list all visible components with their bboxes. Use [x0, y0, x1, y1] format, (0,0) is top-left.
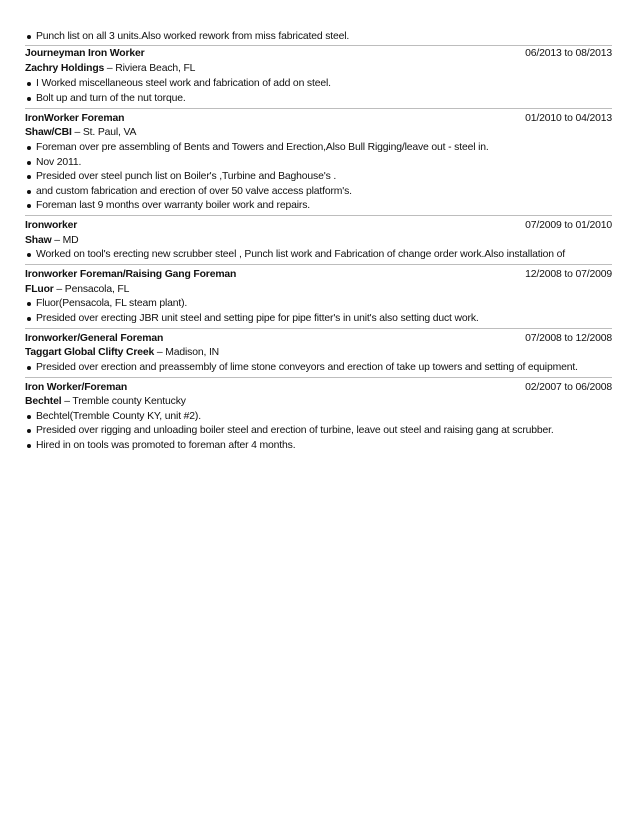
bullet-item: Bolt up and turn of the nut torque.	[36, 92, 618, 105]
bullet-item: Fluor(Pensacola, FL steam plant).	[36, 297, 618, 310]
bullet-item: Punch list on all 3 units.Also worked rework from miss fabricated steel.	[36, 30, 618, 43]
job-dates: 01/2010 to 04/2013	[525, 113, 612, 124]
bullet-item: and custom fabrication and erection of over 50 valve access platform's.	[36, 185, 618, 198]
job-header	[25, 47, 612, 60]
job-dates: 02/2007 to 06/2008	[525, 382, 612, 393]
bullet-item: Nov 2011.	[36, 156, 618, 169]
bullet-item: Presided over erecting JBR unit steel and setting pipe for pipe fitter's in unit's also setting duct work.	[36, 312, 618, 325]
company-location: – Madison, IN	[154, 347, 220, 358]
section-divider	[25, 108, 612, 109]
bullet-item: Worked on tool's erecting new scrubber steel , Punch list work and Fabrication of change order work.Also installation of	[36, 248, 618, 261]
company-name: Zachry Holdings	[25, 63, 105, 74]
job-title: Journeyman Iron Worker	[25, 48, 145, 59]
bullet-item: I Worked miscellaneous steel work and fabrication of add on steel.	[36, 77, 618, 90]
job-header	[25, 381, 612, 394]
bullet-item: Hired in on tools was promoted to foreman after 4 months.	[36, 439, 618, 452]
company-line	[25, 395, 612, 408]
company-name: Shaw/CBI	[25, 127, 72, 138]
company-location: – MD	[51, 235, 79, 246]
job-header	[25, 112, 612, 125]
job-title: IronWorker Foreman	[25, 113, 125, 124]
company-line	[25, 346, 612, 359]
company-line	[25, 283, 612, 296]
job-title: Ironworker	[25, 220, 78, 231]
company-name: Bechtel	[25, 396, 62, 407]
bullet-item: Bechtel(Tremble County KY, unit #2).	[36, 410, 618, 423]
company-location: – St. Paul, VA	[71, 127, 137, 138]
company-location: – Riviera Beach, FL	[104, 63, 196, 74]
job-dates: 06/2013 to 08/2013	[525, 48, 612, 59]
job-header	[25, 332, 612, 345]
bullet-item: Presided over erection and preassembly of lime stone conveyors and erection of take up towers and setting of equipment.	[36, 361, 618, 374]
job-header	[25, 268, 612, 281]
company-name: Shaw	[25, 235, 52, 246]
bullet-item: Foreman over pre assembling of Bents and Towers and Erection,Also Bull Rigging/leave out - steel in.	[36, 141, 618, 154]
job-header	[25, 219, 612, 232]
company-name: Taggart Global Clifty Creek	[25, 347, 155, 358]
company-line	[25, 234, 612, 247]
bullet-item: Presided over steel punch list on Boiler's ,Turbine and Baghouse's .	[36, 170, 618, 183]
company-name: FLuor	[25, 284, 54, 295]
job-title: Ironworker/General Foreman	[25, 333, 164, 344]
bullet-item: Foreman last 9 months over warranty boiler work and repairs.	[36, 199, 618, 212]
company-location: – Tremble county Kentucky	[61, 396, 186, 407]
job-dates: 07/2008 to 12/2008	[525, 333, 612, 344]
company-location: – Pensacola, FL	[53, 284, 130, 295]
job-title: Iron Worker/Foreman	[25, 382, 128, 393]
job-dates: 12/2008 to 07/2009	[525, 269, 612, 280]
section-divider	[25, 45, 612, 46]
bullet-item: Presided over rigging and unloading boiler steel and erection of turbine, leave out steel and raising gang at scrubber.	[36, 424, 618, 437]
section-divider	[25, 328, 612, 329]
section-divider	[25, 377, 612, 378]
company-line	[25, 62, 612, 75]
job-title: Ironworker Foreman/Raising Gang Foreman	[25, 269, 237, 280]
section-divider	[25, 264, 612, 265]
company-line	[25, 126, 612, 139]
job-dates: 07/2009 to 01/2010	[525, 220, 612, 231]
section-divider	[25, 215, 612, 216]
